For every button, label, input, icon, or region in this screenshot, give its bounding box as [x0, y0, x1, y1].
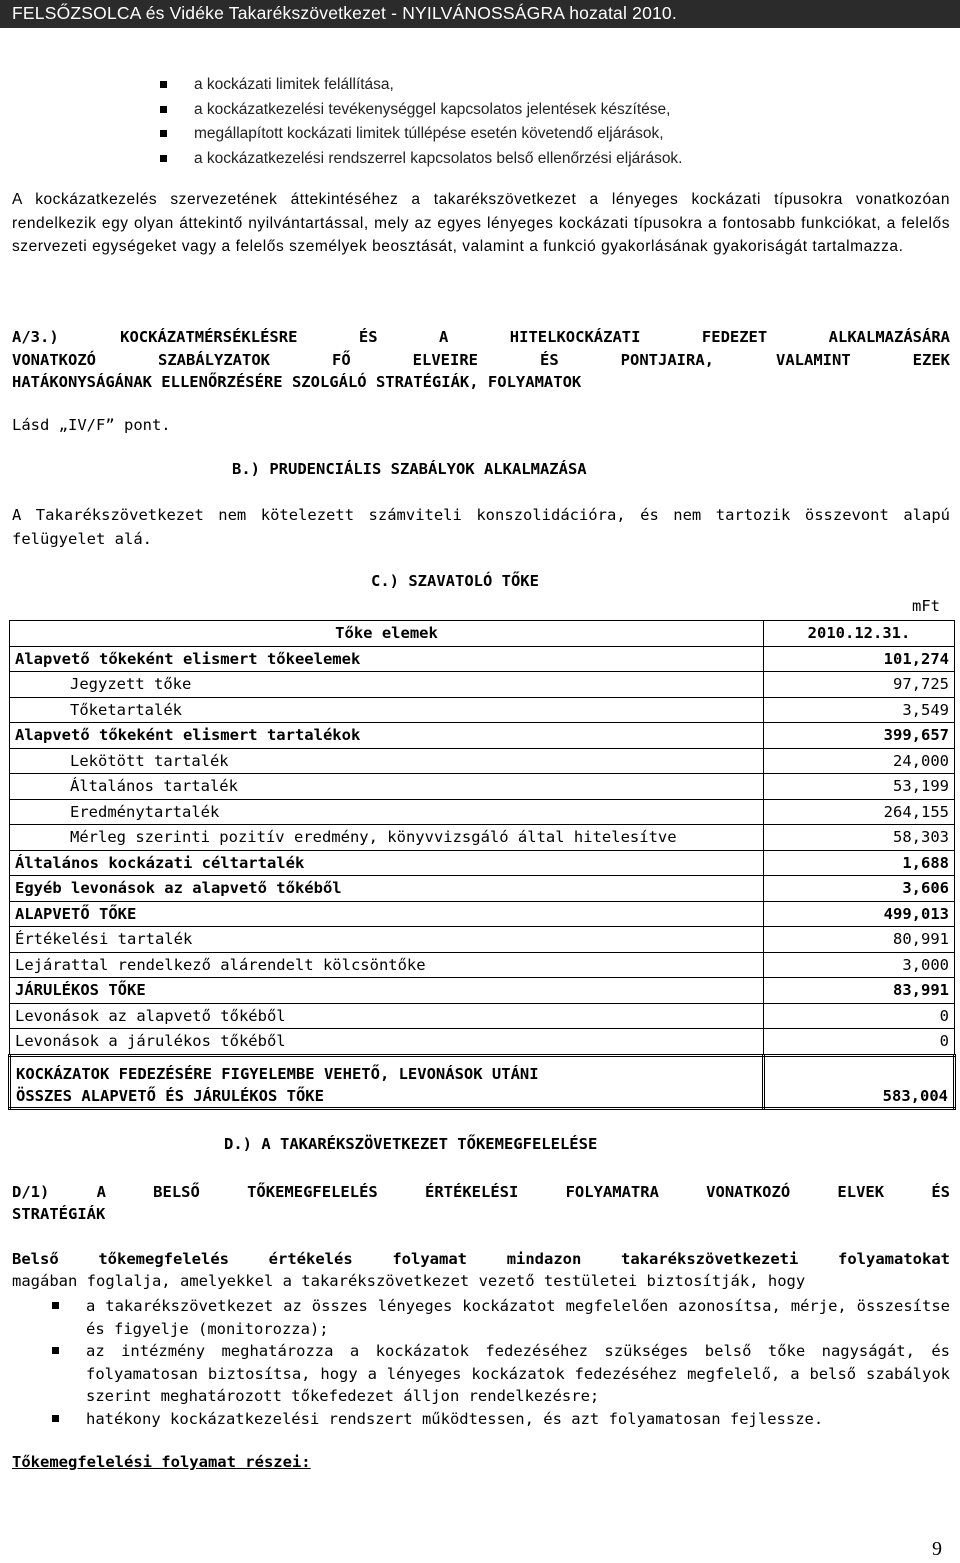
square-bullet-icon [160, 106, 167, 113]
table-total-row [10, 1055, 955, 1108]
table-row [10, 1029, 955, 1056]
column-header-label: Tőke elemek [10, 621, 764, 647]
row-label: Egyéb levonások az alapvető tőkéből [10, 876, 764, 902]
page-header-bar [0, 0, 960, 28]
row-label: Eredménytartalék [10, 799, 764, 825]
row-label: Mérleg szerinti pozitív eredmény, könyvvizsgáló által hitelesítve [10, 825, 764, 851]
row-value: 24,000 [764, 748, 955, 774]
table-row [10, 927, 955, 953]
row-value: 0 [764, 1029, 955, 1056]
table-row [10, 697, 955, 723]
row-value: 83,991 [764, 978, 955, 1004]
page-header-text: FELSŐZSOLCA és Vidéke Takarékszövetkezet - NYILVÁNOSSÁGRA hozatal 2010. [12, 3, 677, 23]
row-label: Alapvető tőkeként elismert tartalékok [10, 723, 764, 749]
row-value: 53,199 [764, 774, 955, 800]
list-item: a kockázati limitek felállítása, [160, 73, 950, 98]
see-reference-note: Lásd „IV/F” pont. [12, 416, 171, 434]
row-label: Lejárattal rendelkező alárendelt kölcsöntőke [10, 952, 764, 978]
risk-bullet-list [160, 73, 950, 171]
section-a3-heading: A/3.) KOCKÁZATMÉRSÉKLÉSRE ÉS A HITELKOCKÁZATI FEDEZET ALKALMAZÁSÁRA VONATKOZÓ SZABÁLYZATOK FŐ ELVEIRE ÉS PONTJAIRA, VALAMINT EZEK HATÁKONYSÁGÁNAK ELLENŐRZÉSÉRE SZOLGÁLÓ STRATÉGIÁK, FOLYAMATOK [12, 328, 950, 391]
intro-paragraph: A kockázatkezelés szervezetének áttekintéséhez a takarékszövetkezet a lényeges kockázati típusokra vonatkozóan rendelkezik egy olyan áttekintő nyilvántartással, mely az egyes lényeges kockázati típusokra a fontosabb funkciókat, a felelős szervezeti egységeket vagy a felelős személyek beosztását, valamint a funkció gyakorlásának gyakoriságát tartalmazza. [12, 191, 950, 255]
section-b-heading: B.) PRUDENCIÁLIS SZABÁLYOK ALKALMAZÁSA [232, 460, 587, 478]
square-bullet-icon [160, 130, 167, 137]
row-value: 80,991 [764, 927, 955, 953]
row-label: Általános kockázati céltartalék [10, 850, 764, 876]
square-bullet-icon [52, 1415, 59, 1422]
list-item: a kockázatkezelési tevékenységgel kapcsolatos jelentések készítése, [160, 98, 950, 123]
list-item: megállapított kockázati limitek túllépése esetén követendő eljárások, [160, 122, 950, 147]
list-item: hatékony kockázatkezelési rendszert működtessen, és azt folyamatosan fejlessze. [52, 1408, 950, 1431]
table-row [10, 825, 955, 851]
row-label: ALAPVETŐ TŐKE [10, 901, 764, 927]
square-bullet-icon [160, 81, 167, 88]
section-d1-intro: Belső tőkemegfelelés értékelés folyamat mindazon takarékszövetkezeti folyamatokat magában foglalja, amelyekkel a takarékszövetkezet vezető testületei biztosítják, hogy [12, 1250, 950, 1290]
list-item: a kockázatkezelési rendszerrel kapcsolatos belső ellenőrzési eljárások. [160, 147, 950, 172]
process-parts-subheading: Tőkemegfelelési folyamat részei: [12, 1453, 311, 1471]
row-label: Jegyzett tőke [10, 672, 764, 698]
table-row [10, 850, 955, 876]
square-bullet-icon [52, 1302, 59, 1309]
table-row [10, 799, 955, 825]
row-value: 58,303 [764, 825, 955, 851]
row-label: Lekötött tartalék [10, 748, 764, 774]
row-value: 3,000 [764, 952, 955, 978]
square-bullet-icon [52, 1347, 59, 1354]
section-d-heading: D.) A TAKARÉKSZÖVETKEZET TŐKEMEGFELELÉSE [224, 1135, 598, 1153]
total-label: KOCKÁZATOK FEDEZÉSÉRE FIGYELEMBE VEHETŐ, LEVONÁSOK UTÁNI ÖSSZES ALAPVETŐ ÉS JÁRULÉKOS TŐKE [10, 1055, 764, 1108]
table-row [10, 723, 955, 749]
icaap-bullet-list [52, 1295, 950, 1430]
row-label: Értékelési tartalék [10, 927, 764, 953]
row-value: 0 [764, 1003, 955, 1029]
row-value: 97,725 [764, 672, 955, 698]
square-bullet-icon [160, 155, 167, 162]
table-header-row [10, 621, 955, 647]
list-item: a takarékszövetkezet az összes lényeges kockázatot megfelelően azonosítsa, mérje, összesítse és figyelje (monitorozza); [52, 1295, 950, 1340]
row-value: 1,688 [764, 850, 955, 876]
table-row [10, 1003, 955, 1029]
section-d1-heading: D/1) A BELSŐ TŐKEMEGFELELÉS ÉRTÉKELÉSI FOLYAMATRA VONATKOZÓ ELVEK ÉS STRATÉGIÁK [12, 1183, 950, 1223]
row-value: 499,013 [764, 901, 955, 927]
table-row [10, 978, 955, 1004]
table-row [10, 748, 955, 774]
table-row [10, 646, 955, 672]
total-value: 583,004 [764, 1055, 955, 1108]
row-value: 101,274 [764, 646, 955, 672]
table-row [10, 952, 955, 978]
page-number: 9 [932, 1538, 942, 1560]
table-row [10, 672, 955, 698]
section-c-heading: C.) SZAVATOLÓ TŐKE [371, 572, 539, 590]
row-label: Levonások az alapvető tőkéből [10, 1003, 764, 1029]
capital-table [8, 620, 956, 1110]
table-row [10, 901, 955, 927]
list-item: az intézmény meghatározza a kockázatok fedezéséhez szükséges belső tőke nagyságát, és folyamatosan biztosítsa, hogy a lényeges kockázatok fedezéséhez megfelelő, a belső szabályok szerint meghatározott tőkefedezet álljon rendelkezésre; [52, 1340, 950, 1408]
row-value: 264,155 [764, 799, 955, 825]
row-label: Általános tartalék [10, 774, 764, 800]
column-header-date: 2010.12.31. [764, 621, 955, 647]
row-value: 399,657 [764, 723, 955, 749]
row-label: Levonások a járulékos tőkéből [10, 1029, 764, 1056]
row-label: Alapvető tőkeként elismert tőkeelemek [10, 646, 764, 672]
unit-label: mFt [912, 597, 940, 615]
table-row [10, 774, 955, 800]
row-value: 3,549 [764, 697, 955, 723]
table-row [10, 876, 955, 902]
row-label: JÁRULÉKOS TŐKE [10, 978, 764, 1004]
row-value: 3,606 [764, 876, 955, 902]
section-b-text: A Takarékszövetkezet nem kötelezett számviteli konszolidációra, és nem tartozik összevont alapú felügyelet alá. [12, 506, 950, 548]
row-label: Tőketartalék [10, 697, 764, 723]
